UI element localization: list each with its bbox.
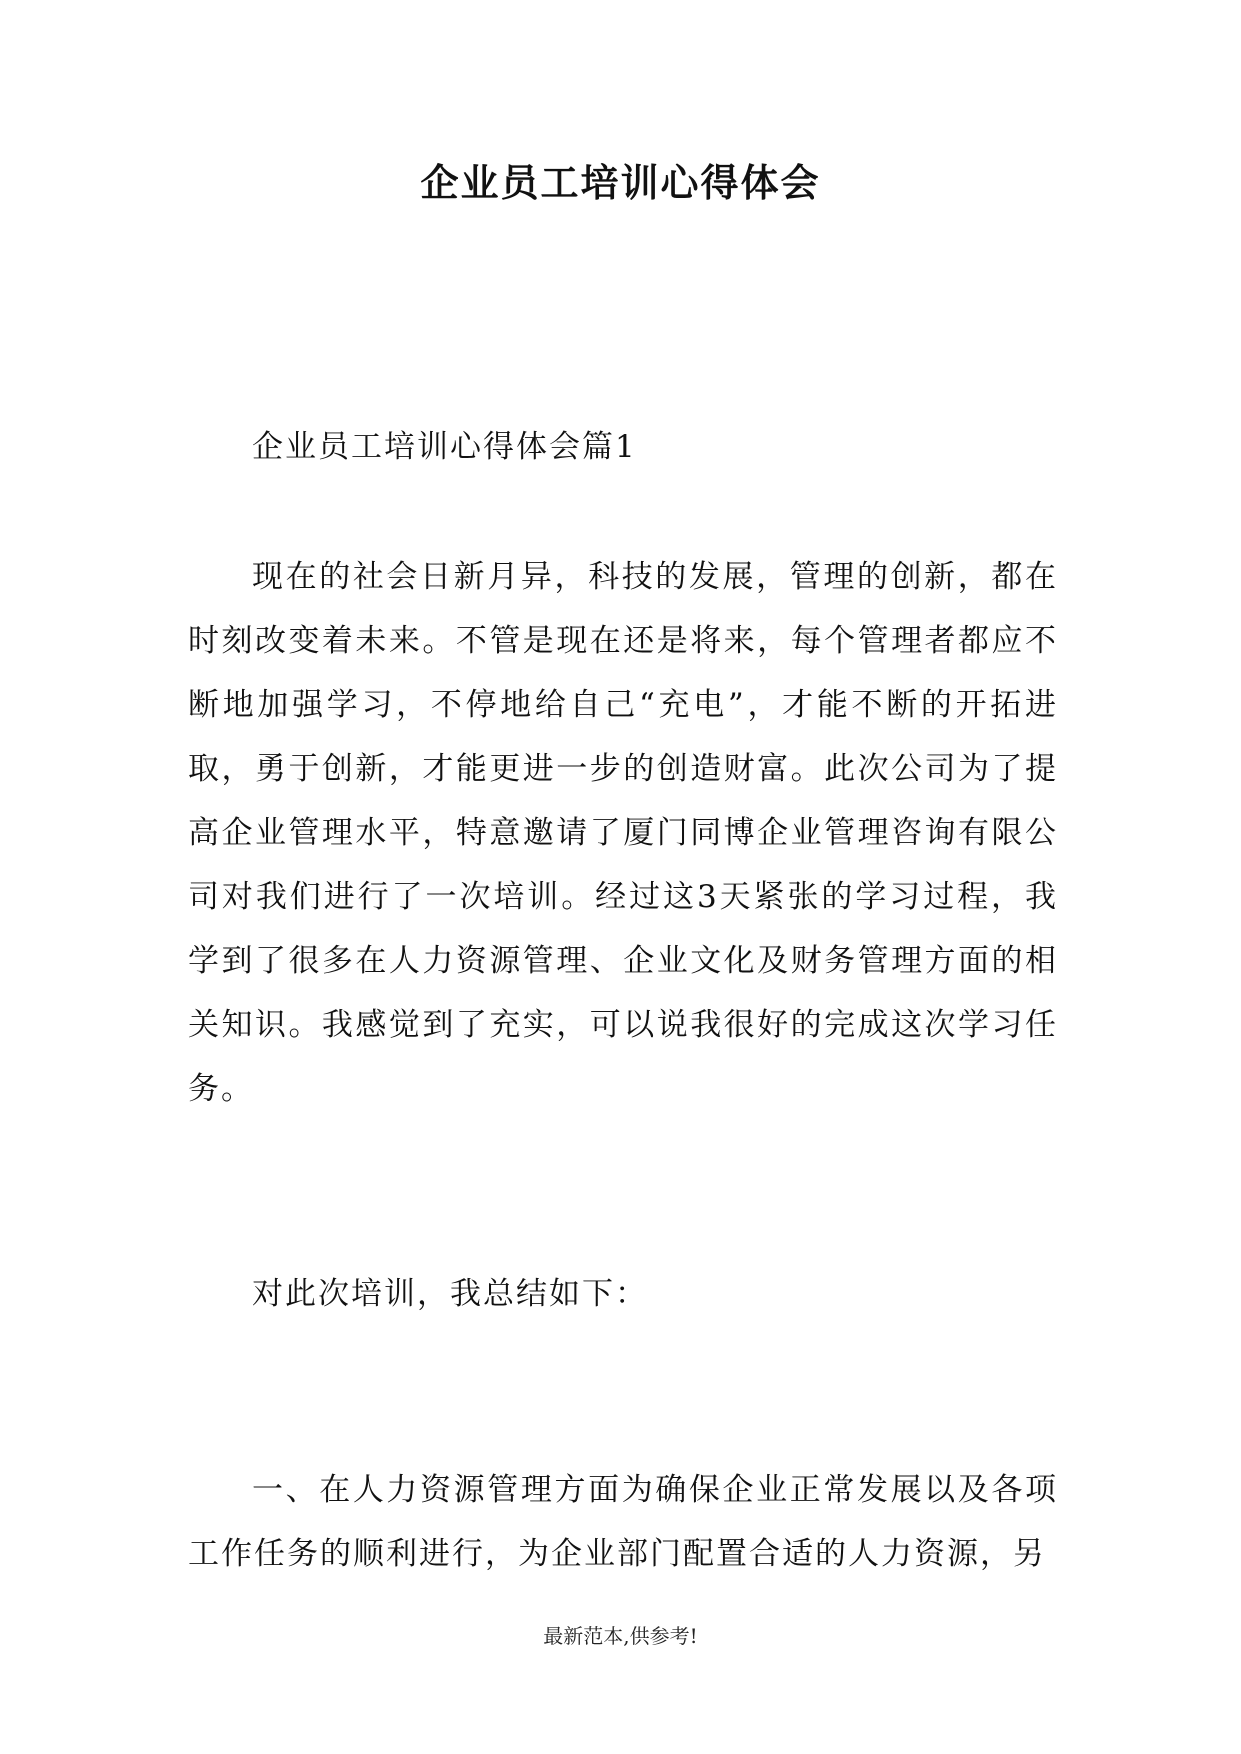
- document-title: 企业员工培训心得体会: [420, 161, 821, 205]
- summary-intro: 对此次培训，我总结如下：: [252, 1276, 648, 1312]
- paragraph-intro: 现在的社会日新月异，科技的发展，管理的创新，都在时刻改变着未来。不管是现在还是将来，每个管理者都应不断地加强学习，不停地给自己“充电”，才能不断的开拓进取，勇于创新，才能更进一步的创造财富。此次公司为了提高企业管理水平，特意邀请了厦门同博企业管理咨询有限公司对我们进行了一次培训。经过这3天紧张的学习过程，我学到了很多在人力资源管理、企业文化及财务管理方面的相关知识。我感觉到了充实，可以说我很好的完成这次学习任务。: [188, 559, 1058, 1107]
- page-footer: 最新范本,供参考!: [543, 1624, 698, 1648]
- paragraph-hr-management: 一、在人力资源管理方面为确保企业正常发展以及各项工作任务的顺利进行，为企业部门配置合适的人力资源，另: [188, 1472, 1058, 1572]
- section-heading: 企业员工培训心得体会篇1: [252, 429, 637, 465]
